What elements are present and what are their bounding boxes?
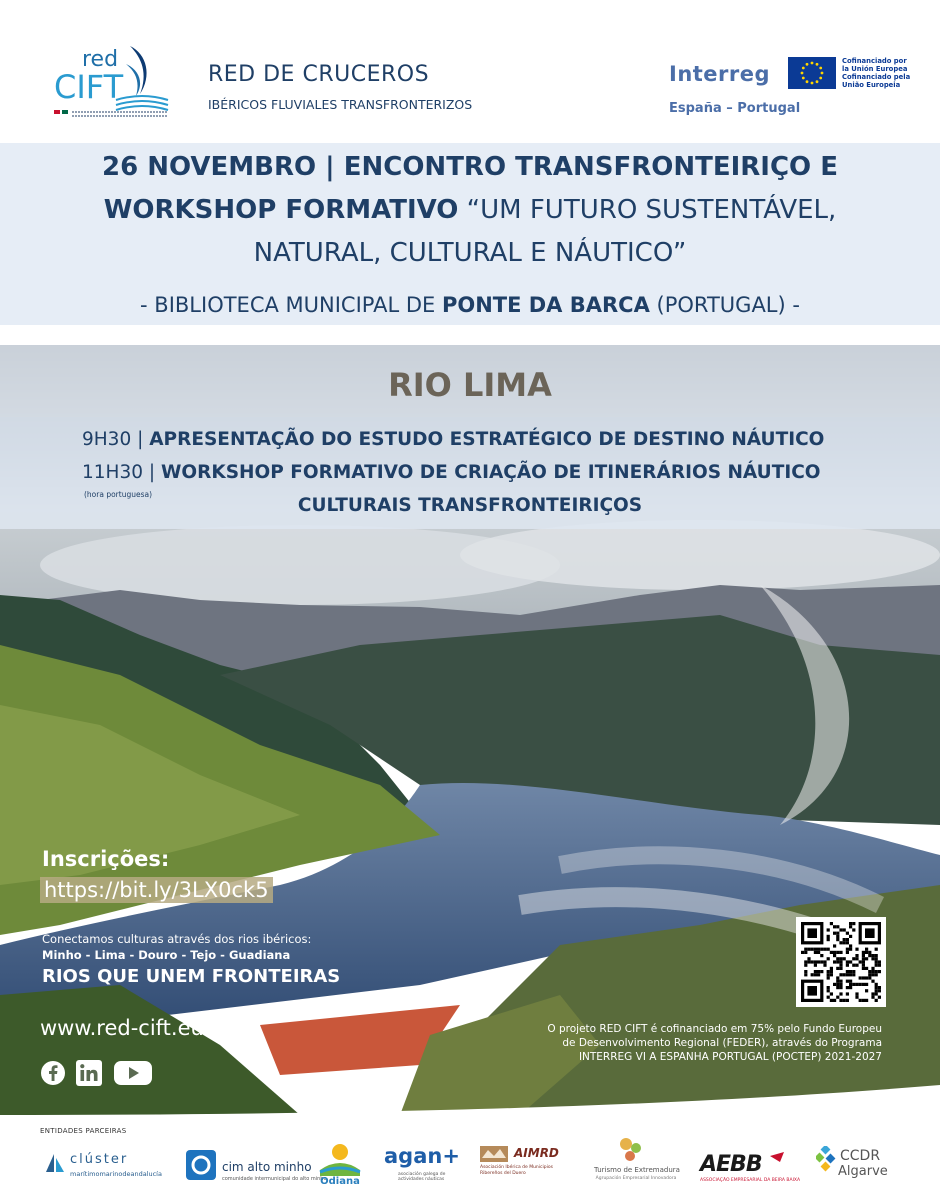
brand-title: RED DE CRUCEROS bbox=[208, 62, 430, 87]
header bbox=[0, 0, 940, 143]
funding-note: O projeto RED CIFT é cofinanciado em 75% pelo Fundo Europeu de Desenvolvimento Regional (FEDER), através do Programa INTERREG VI A ESPANHA PORTUGAL (POCTEP) 2021-2027 bbox=[547, 1023, 882, 1063]
red-cift-logo bbox=[52, 36, 172, 120]
svg-text:CIFT: CIFT bbox=[54, 68, 124, 106]
facebook-icon[interactable] bbox=[40, 1060, 66, 1086]
time-note: (hora portuguesa) bbox=[84, 490, 153, 499]
interreg-region: España – Portugal bbox=[669, 101, 801, 116]
eu-flag-icon bbox=[788, 57, 836, 89]
rivers-list: Minho - Lima - Douro - Tejo - Guadiana bbox=[42, 948, 291, 962]
event-title-line-3: NATURAL, CULTURAL E NÁUTICO” bbox=[253, 238, 687, 268]
sail-icon bbox=[44, 1152, 66, 1176]
registration-link[interactable]: https://bit.ly/3LX0ck5 bbox=[40, 877, 273, 903]
svg-text:red: red bbox=[82, 47, 119, 72]
qr-code[interactable] bbox=[796, 917, 886, 1007]
linkedin-icon[interactable] bbox=[76, 1060, 102, 1086]
event-title-line-2: WORKSHOP FORMATIVO “UM FUTURO SUSTENTÁVEL, bbox=[103, 195, 837, 225]
interreg-logo: Interreg bbox=[669, 62, 771, 86]
schedule-item-1: 9H30 | APRESENTAÇÃO DO ESTUDO ESTRATÉGICO DE DESTINO NÁUTICO bbox=[82, 429, 825, 450]
river-title: RIO LIMA bbox=[388, 366, 552, 404]
event-title-line-1: 26 NOVEMBRO | ENCONTRO TRANSFRONTEIRIÇO E bbox=[102, 152, 838, 182]
brand-subtitle: IBÉRICOS FLUVIALES TRANSFRONTERIZOS bbox=[208, 97, 473, 112]
eu-cofund-text: Cofinanciado por la Unión Europea Cofinanciado pela União Europeia bbox=[842, 57, 911, 89]
slogan: RIOS QUE UNEM FRONTEIRAS bbox=[42, 966, 341, 987]
event-venue: - BIBLIOTECA MUNICIPAL DE PONTE DA BARCA (PORTUGAL) - bbox=[140, 293, 800, 317]
aimrd-emblem-icon bbox=[480, 1146, 508, 1162]
turismo-icon bbox=[618, 1136, 648, 1164]
cim-icon bbox=[186, 1150, 216, 1180]
connect-text: Conectamos culturas através dos rios ibéricos: bbox=[42, 932, 312, 946]
youtube-icon[interactable] bbox=[114, 1060, 152, 1086]
partners-label: ENTIDADES PARCEIRAS bbox=[40, 1127, 127, 1135]
website-link[interactable]: www.red-cift.eu bbox=[40, 1016, 204, 1040]
ccdr-icon bbox=[816, 1146, 838, 1172]
schedule-item-2-cont: CULTURAIS TRANSFRONTEIRIÇOS bbox=[297, 495, 643, 516]
registration-title: Inscrições: bbox=[42, 847, 170, 871]
sun-icon bbox=[318, 1142, 362, 1180]
schedule-item-2: 11H30 | WORKSHOP FORMATIVO DE CRIAÇÃO DE ITINERÁRIOS NÁUTICO bbox=[82, 462, 821, 483]
aebb-accent-icon bbox=[770, 1152, 784, 1166]
